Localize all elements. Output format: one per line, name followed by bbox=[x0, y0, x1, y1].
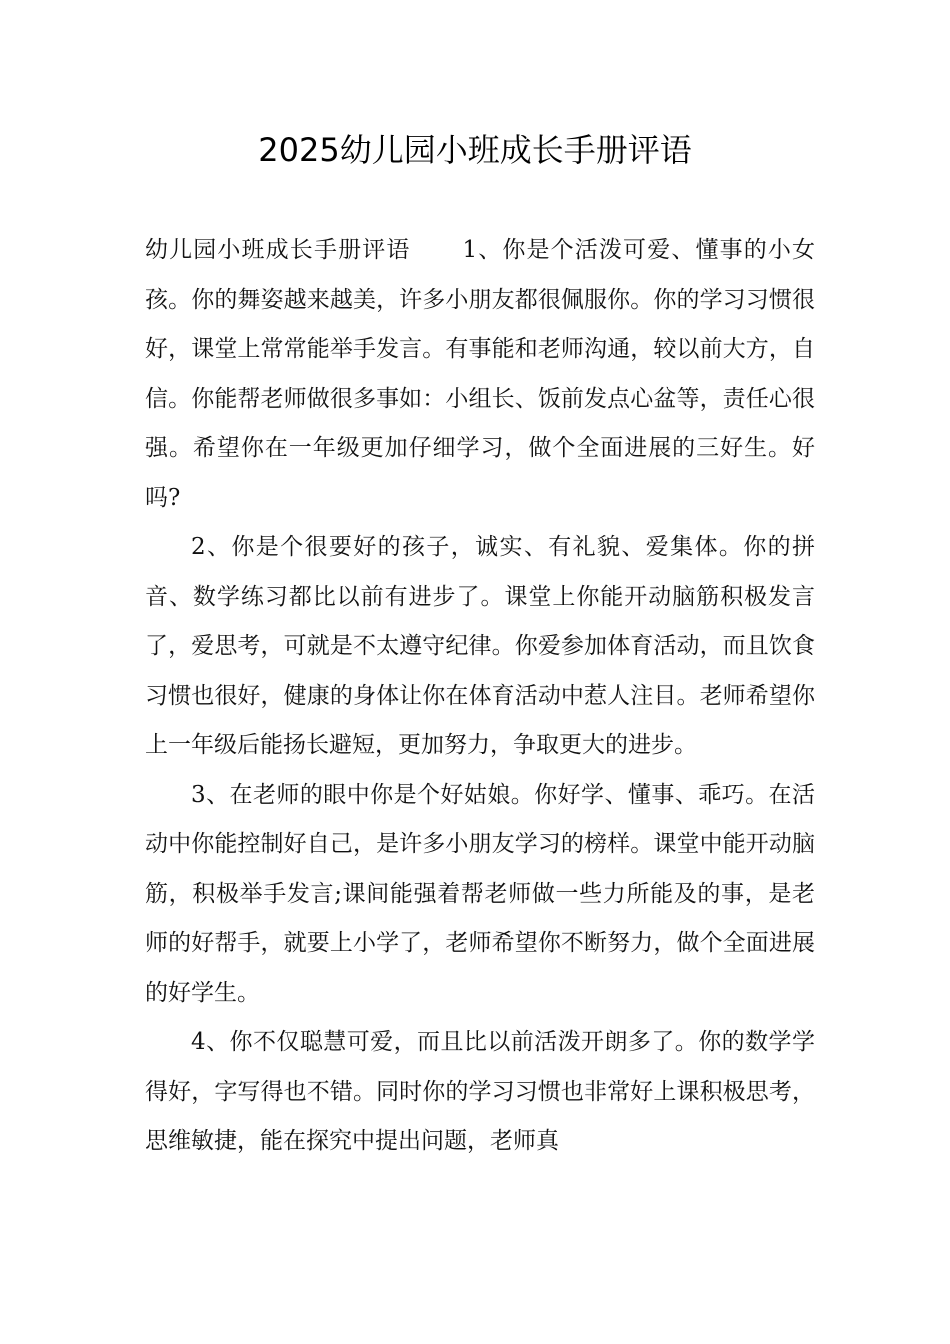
document-title: 2025幼儿园小班成长手册评语 bbox=[258, 131, 692, 169]
paragraph-4: 4、你不仅聪慧可爱，而且比以前活泼开朗多了。你的数学学得好，字写得也不错。同时你的学习习惯也非常好上课积极思考，思维敏捷，能在探究中提出问题，老师真 bbox=[145, 1029, 815, 1154]
document-body bbox=[145, 226, 815, 1167]
paragraph-2: 2、你是个很要好的孩子，诚实、有礼貌、爱集体。你的拼音、数学练习都比以前有进步了。课堂上你能开动脑筋积极发言了，爱思考，可就是不太遵守纪律。你爱参加体育活动，而且饮食习惯也很好，健康的身体让你在体育活动中惹人注目。老师希望你上一年级后能扬长避短，更加努力，争取更大的进步。 bbox=[145, 534, 815, 758]
intro-heading: 幼儿园小班成长手册评语 bbox=[145, 237, 411, 263]
paragraph-1-text: 1、你是个活泼可爱、懂事的小女孩。你的舞姿越来越美，许多小朋友都很佩服你。你的学习习惯很好，课堂上常常能举手发言。有事能和老师沟通，较以前大方，自信。你能帮老师做很多事如：小组长、饭前发点心盆等，责任心很强。希望你在一年级更加仔细学习，做个全面进展的三好生。好吗? bbox=[145, 237, 815, 511]
paragraph-1 bbox=[145, 226, 815, 523]
paragraph-3: 3、在老师的眼中你是个好姑娘。你好学、懂事、乖巧。在活动中你能控制好自己，是许多小朋友学习的榜样。课堂中能开动脑筋，积极举手发言;课间能强着帮老师做一些力所能及的事，是老师的好帮手，就要上小学了，老师希望你不断努力，做个全面进展的好学生。 bbox=[145, 781, 815, 1006]
